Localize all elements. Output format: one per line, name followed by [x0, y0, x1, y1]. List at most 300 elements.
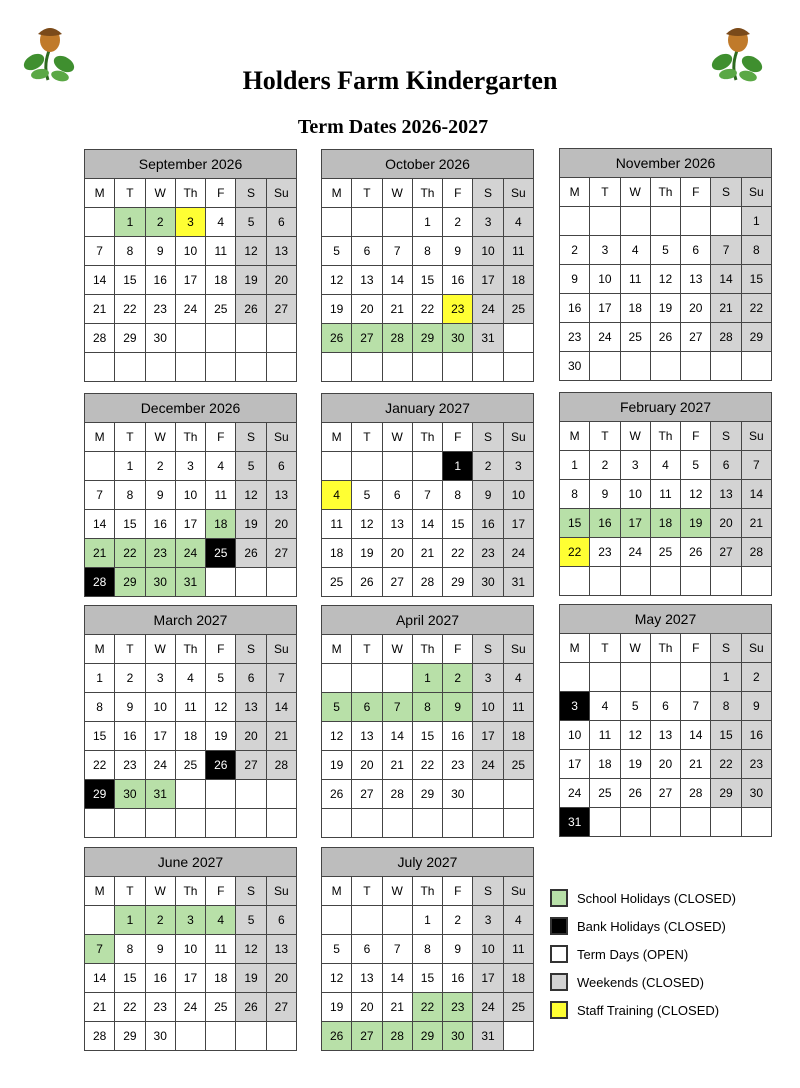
- day-cell: 25: [590, 779, 620, 808]
- day-cell: [236, 1022, 266, 1051]
- day-cell: 29: [115, 568, 145, 597]
- day-cell: 9: [443, 237, 473, 266]
- day-cell: 26: [322, 780, 352, 809]
- day-cell: 6: [681, 236, 711, 265]
- day-cell: 5: [352, 481, 382, 510]
- weekday-header: F: [443, 423, 473, 452]
- day-cell: 20: [266, 964, 296, 993]
- day-cell: 24: [473, 751, 503, 780]
- day-cell: 31: [503, 568, 533, 597]
- month-calendar: [559, 604, 772, 837]
- day-cell: 16: [115, 722, 145, 751]
- month-calendar: [321, 393, 534, 597]
- weekday-header: Su: [266, 179, 296, 208]
- day-cell: [382, 208, 412, 237]
- weekday-header: W: [145, 635, 175, 664]
- day-cell: 25: [206, 539, 236, 568]
- day-cell: 16: [590, 509, 620, 538]
- month-calendar: [559, 392, 772, 596]
- day-cell: 20: [352, 993, 382, 1022]
- day-cell: [590, 663, 620, 692]
- day-cell: 16: [145, 510, 175, 539]
- day-cell: 23: [115, 751, 145, 780]
- weekday-header: S: [473, 179, 503, 208]
- day-cell: 24: [620, 538, 650, 567]
- month-calendar: [84, 605, 297, 838]
- day-cell: 6: [352, 693, 382, 722]
- day-cell: [382, 664, 412, 693]
- weekday-header: T: [352, 179, 382, 208]
- day-cell: 4: [650, 451, 680, 480]
- day-cell: 16: [443, 266, 473, 295]
- day-cell: 12: [620, 721, 650, 750]
- day-cell: 28: [382, 1022, 412, 1051]
- day-cell: 5: [322, 693, 352, 722]
- day-cell: 30: [560, 352, 590, 381]
- day-cell: 17: [145, 722, 175, 751]
- day-cell: 27: [382, 568, 412, 597]
- day-cell: 2: [590, 451, 620, 480]
- day-cell: 4: [620, 236, 650, 265]
- day-cell: [145, 353, 175, 382]
- day-cell: [503, 353, 533, 382]
- day-cell: [590, 808, 620, 837]
- day-cell: [412, 452, 442, 481]
- weekday-header: Su: [503, 635, 533, 664]
- day-cell: 6: [236, 664, 266, 693]
- day-cell: 12: [352, 510, 382, 539]
- day-cell: 18: [620, 294, 650, 323]
- day-cell: 7: [711, 236, 741, 265]
- day-cell: 2: [115, 664, 145, 693]
- weekday-header: F: [681, 422, 711, 451]
- day-cell: 12: [681, 480, 711, 509]
- day-cell: [382, 353, 412, 382]
- day-cell: [322, 353, 352, 382]
- day-cell: 29: [115, 1022, 145, 1051]
- day-cell: 14: [85, 266, 115, 295]
- weekday-header: Th: [650, 178, 680, 207]
- day-cell: 5: [681, 451, 711, 480]
- day-cell: 3: [473, 906, 503, 935]
- day-cell: 7: [412, 481, 442, 510]
- day-cell: 11: [650, 480, 680, 509]
- day-cell: 13: [681, 265, 711, 294]
- legend-item-school-holidays: [550, 884, 736, 912]
- day-cell: 4: [503, 906, 533, 935]
- day-cell: [266, 353, 296, 382]
- day-cell: 4: [590, 692, 620, 721]
- month-name: January 2027: [322, 394, 534, 423]
- weekday-header: F: [681, 634, 711, 663]
- day-cell: 30: [145, 1022, 175, 1051]
- day-cell: [352, 906, 382, 935]
- day-cell: 12: [650, 265, 680, 294]
- weekday-header: T: [590, 422, 620, 451]
- weekday-header: S: [711, 422, 741, 451]
- day-cell: 8: [412, 237, 442, 266]
- day-cell: 21: [85, 993, 115, 1022]
- day-cell: 9: [590, 480, 620, 509]
- weekday-header: T: [115, 877, 145, 906]
- month-name: November 2026: [560, 149, 772, 178]
- day-cell: 17: [560, 750, 590, 779]
- day-cell: 16: [145, 266, 175, 295]
- day-cell: 20: [711, 509, 741, 538]
- day-cell: 24: [175, 539, 205, 568]
- day-cell: 22: [711, 750, 741, 779]
- day-cell: 27: [681, 323, 711, 352]
- day-cell: 13: [382, 510, 412, 539]
- day-cell: 19: [352, 539, 382, 568]
- day-cell: [711, 567, 741, 596]
- day-cell: 3: [590, 236, 620, 265]
- day-cell: 12: [322, 266, 352, 295]
- day-cell: 21: [711, 294, 741, 323]
- day-cell: 26: [236, 993, 266, 1022]
- day-cell: 14: [681, 721, 711, 750]
- day-cell: 28: [266, 751, 296, 780]
- day-cell: 8: [443, 481, 473, 510]
- day-cell: 29: [115, 324, 145, 353]
- day-cell: 27: [711, 538, 741, 567]
- day-cell: 23: [443, 993, 473, 1022]
- day-cell: 18: [650, 509, 680, 538]
- month-name: May 2027: [560, 605, 772, 634]
- day-cell: 7: [85, 935, 115, 964]
- day-cell: 5: [322, 237, 352, 266]
- day-cell: 15: [412, 722, 442, 751]
- day-cell: 10: [503, 481, 533, 510]
- month-calendar: [559, 148, 772, 381]
- day-cell: 14: [382, 722, 412, 751]
- day-cell: 8: [741, 236, 771, 265]
- day-cell: 1: [115, 208, 145, 237]
- legend: [550, 884, 736, 1024]
- day-cell: 29: [85, 780, 115, 809]
- weekday-header: Th: [650, 634, 680, 663]
- legend-label: Term Days (OPEN): [577, 946, 689, 962]
- day-cell: 11: [620, 265, 650, 294]
- day-cell: 3: [175, 906, 205, 935]
- weekday-header: Th: [175, 179, 205, 208]
- day-cell: 31: [560, 808, 590, 837]
- weekday-header: F: [443, 635, 473, 664]
- day-cell: 5: [236, 906, 266, 935]
- day-cell: 18: [206, 510, 236, 539]
- day-cell: 7: [85, 237, 115, 266]
- day-cell: [711, 808, 741, 837]
- day-cell: 10: [560, 721, 590, 750]
- day-cell: [503, 324, 533, 353]
- day-cell: 5: [650, 236, 680, 265]
- weekday-header: W: [620, 634, 650, 663]
- day-cell: 1: [560, 451, 590, 480]
- day-cell: [503, 780, 533, 809]
- day-cell: 24: [560, 779, 590, 808]
- weekday-header: M: [85, 635, 115, 664]
- weekday-header: Th: [412, 423, 442, 452]
- weekday-header: W: [382, 877, 412, 906]
- day-cell: 1: [115, 452, 145, 481]
- day-cell: [560, 567, 590, 596]
- day-cell: 15: [115, 964, 145, 993]
- day-cell: [503, 1022, 533, 1051]
- day-cell: 7: [382, 237, 412, 266]
- weekday-header: W: [145, 179, 175, 208]
- day-cell: 28: [741, 538, 771, 567]
- day-cell: 13: [266, 237, 296, 266]
- day-cell: 15: [412, 266, 442, 295]
- day-cell: 8: [560, 480, 590, 509]
- day-cell: [322, 208, 352, 237]
- day-cell: 5: [620, 692, 650, 721]
- day-cell: 17: [175, 964, 205, 993]
- day-cell: 15: [741, 265, 771, 294]
- day-cell: 8: [711, 692, 741, 721]
- day-cell: 9: [115, 693, 145, 722]
- day-cell: 1: [85, 664, 115, 693]
- day-cell: 28: [412, 568, 442, 597]
- weekday-header: F: [681, 178, 711, 207]
- day-cell: 28: [85, 1022, 115, 1051]
- day-cell: 13: [650, 721, 680, 750]
- day-cell: 6: [352, 237, 382, 266]
- day-cell: 13: [266, 481, 296, 510]
- day-cell: [322, 664, 352, 693]
- day-cell: 4: [206, 208, 236, 237]
- day-cell: 13: [236, 693, 266, 722]
- day-cell: 14: [85, 964, 115, 993]
- month-name: April 2027: [322, 606, 534, 635]
- day-cell: 12: [236, 481, 266, 510]
- day-cell: [443, 809, 473, 838]
- weekday-header: W: [620, 422, 650, 451]
- month-calendar: [321, 847, 534, 1051]
- day-cell: 6: [711, 451, 741, 480]
- legend-item-weekends: [550, 968, 736, 996]
- day-cell: 21: [681, 750, 711, 779]
- day-cell: 9: [443, 935, 473, 964]
- weekday-header: M: [560, 634, 590, 663]
- day-cell: 1: [711, 663, 741, 692]
- day-cell: 16: [473, 510, 503, 539]
- day-cell: 20: [266, 266, 296, 295]
- day-cell: [620, 663, 650, 692]
- day-cell: 21: [382, 751, 412, 780]
- day-cell: 29: [412, 780, 442, 809]
- weekday-header: F: [206, 877, 236, 906]
- day-cell: 10: [590, 265, 620, 294]
- day-cell: 18: [503, 266, 533, 295]
- day-cell: 30: [473, 568, 503, 597]
- day-cell: [175, 353, 205, 382]
- day-cell: 21: [382, 295, 412, 324]
- day-cell: 2: [443, 208, 473, 237]
- day-cell: 20: [236, 722, 266, 751]
- month-name: October 2026: [322, 150, 534, 179]
- day-cell: 22: [443, 539, 473, 568]
- day-cell: [322, 809, 352, 838]
- day-cell: 10: [620, 480, 650, 509]
- legend-item-term-days: [550, 940, 736, 968]
- month-calendar: [84, 847, 297, 1051]
- weekday-header: S: [236, 635, 266, 664]
- day-cell: [266, 780, 296, 809]
- day-cell: 25: [650, 538, 680, 567]
- day-cell: [85, 452, 115, 481]
- day-cell: 3: [620, 451, 650, 480]
- day-cell: 24: [590, 323, 620, 352]
- day-cell: 31: [145, 780, 175, 809]
- day-cell: 24: [473, 295, 503, 324]
- yellow-swatch-icon: [550, 1001, 568, 1019]
- day-cell: [266, 324, 296, 353]
- month-name: September 2026: [85, 150, 297, 179]
- day-cell: 25: [503, 295, 533, 324]
- day-cell: 6: [266, 906, 296, 935]
- weekday-header: W: [382, 635, 412, 664]
- day-cell: 27: [236, 751, 266, 780]
- day-cell: 18: [503, 722, 533, 751]
- day-cell: 26: [352, 568, 382, 597]
- day-cell: 13: [352, 266, 382, 295]
- day-cell: [85, 809, 115, 838]
- day-cell: 27: [352, 1022, 382, 1051]
- day-cell: [266, 568, 296, 597]
- day-cell: 19: [236, 266, 266, 295]
- day-cell: [236, 353, 266, 382]
- day-cell: 7: [85, 481, 115, 510]
- day-cell: [560, 663, 590, 692]
- day-cell: [560, 207, 590, 236]
- day-cell: 19: [620, 750, 650, 779]
- day-cell: 14: [412, 510, 442, 539]
- day-cell: [681, 663, 711, 692]
- page-subtitle: Term Dates 2026-2027: [297, 116, 489, 138]
- day-cell: 17: [620, 509, 650, 538]
- day-cell: [236, 568, 266, 597]
- day-cell: 11: [590, 721, 620, 750]
- weekday-header: T: [115, 179, 145, 208]
- day-cell: 13: [711, 480, 741, 509]
- weekday-header: Su: [503, 179, 533, 208]
- day-cell: 26: [206, 751, 236, 780]
- page-title: Holders Farm Kindergarten: [242, 66, 558, 95]
- day-cell: 14: [711, 265, 741, 294]
- day-cell: 27: [352, 780, 382, 809]
- weekday-header: Su: [741, 422, 771, 451]
- day-cell: 22: [412, 993, 442, 1022]
- day-cell: 8: [412, 693, 442, 722]
- day-cell: [115, 809, 145, 838]
- day-cell: 22: [85, 751, 115, 780]
- month-calendar: [84, 149, 297, 382]
- weekday-header: M: [85, 423, 115, 452]
- weekday-header: Th: [650, 422, 680, 451]
- day-cell: 29: [711, 779, 741, 808]
- day-cell: 29: [412, 1022, 442, 1051]
- day-cell: 22: [560, 538, 590, 567]
- day-cell: 15: [115, 510, 145, 539]
- day-cell: 15: [711, 721, 741, 750]
- day-cell: 15: [560, 509, 590, 538]
- weekday-header: M: [560, 422, 590, 451]
- day-cell: 23: [590, 538, 620, 567]
- day-cell: [650, 808, 680, 837]
- day-cell: 20: [681, 294, 711, 323]
- day-cell: 7: [266, 664, 296, 693]
- day-cell: 25: [503, 993, 533, 1022]
- day-cell: 11: [206, 237, 236, 266]
- weekday-header: S: [711, 634, 741, 663]
- day-cell: 11: [503, 693, 533, 722]
- day-cell: 30: [145, 324, 175, 353]
- day-cell: 30: [741, 779, 771, 808]
- day-cell: 16: [443, 964, 473, 993]
- day-cell: 23: [145, 993, 175, 1022]
- weekday-header: Th: [412, 635, 442, 664]
- month-calendar: [321, 149, 534, 382]
- day-cell: [711, 207, 741, 236]
- weekday-header: M: [85, 877, 115, 906]
- weekday-header: M: [322, 423, 352, 452]
- weekday-header: S: [473, 423, 503, 452]
- day-cell: 22: [115, 295, 145, 324]
- weekday-header: W: [145, 423, 175, 452]
- day-cell: 2: [741, 663, 771, 692]
- weekday-header: S: [473, 877, 503, 906]
- day-cell: [741, 567, 771, 596]
- weekday-header: Su: [741, 178, 771, 207]
- day-cell: [412, 353, 442, 382]
- day-cell: 19: [236, 964, 266, 993]
- day-cell: 1: [115, 906, 145, 935]
- day-cell: 3: [503, 452, 533, 481]
- day-cell: 11: [206, 935, 236, 964]
- day-cell: 27: [266, 295, 296, 324]
- day-cell: 2: [145, 208, 175, 237]
- day-cell: [741, 352, 771, 381]
- day-cell: 14: [382, 266, 412, 295]
- day-cell: 2: [473, 452, 503, 481]
- weekday-header: M: [560, 178, 590, 207]
- day-cell: 30: [145, 568, 175, 597]
- weekday-header: F: [443, 179, 473, 208]
- day-cell: [85, 906, 115, 935]
- weekday-header: F: [206, 179, 236, 208]
- day-cell: [206, 809, 236, 838]
- day-cell: 19: [650, 294, 680, 323]
- day-cell: [236, 780, 266, 809]
- day-cell: [266, 809, 296, 838]
- day-cell: 12: [236, 237, 266, 266]
- day-cell: 19: [681, 509, 711, 538]
- day-cell: 26: [620, 779, 650, 808]
- day-cell: 10: [473, 935, 503, 964]
- day-cell: 19: [322, 751, 352, 780]
- day-cell: 2: [145, 906, 175, 935]
- day-cell: [352, 452, 382, 481]
- day-cell: [236, 324, 266, 353]
- grey-swatch-icon: [550, 973, 568, 991]
- day-cell: 12: [322, 964, 352, 993]
- day-cell: [412, 809, 442, 838]
- day-cell: [443, 353, 473, 382]
- day-cell: 25: [175, 751, 205, 780]
- day-cell: [590, 567, 620, 596]
- weekday-header: Th: [175, 877, 205, 906]
